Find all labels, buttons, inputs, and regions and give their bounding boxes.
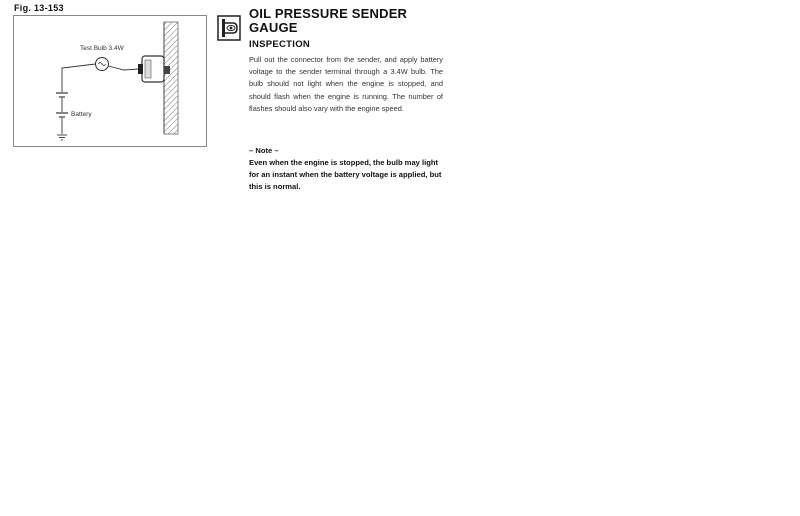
note-text: Even when the engine is stopped, the bulb may light for an instant when the battery voltage is applied, but this is normal. xyxy=(249,158,442,191)
section-title-line2: GAUGE xyxy=(249,20,298,35)
wire-battery-to-bulb xyxy=(62,64,96,92)
note-heading: – Note – xyxy=(249,146,279,155)
ground-symbol xyxy=(57,135,67,140)
wiring-diagram xyxy=(13,15,207,147)
battery-symbol xyxy=(56,93,68,134)
battery-label: Battery xyxy=(71,111,92,118)
wire-bulb-to-sender xyxy=(109,66,139,70)
section-title xyxy=(249,7,449,35)
figure-number: Fig. 13-153 xyxy=(14,3,64,13)
section-title-line1: OIL PRESSURE SENDER xyxy=(249,6,408,21)
engine-block xyxy=(164,22,178,134)
inspection-instructions: Pull out the connector from the sender, and apply battery voltage to the sender terminal through a 3.4W bulb. The bulb should not light when the engine is stopped, and should flash when the engine is running. The number of flashes should also vary with the engine speed. xyxy=(249,55,443,113)
inspection-eye-icon xyxy=(217,15,241,41)
test-bulb xyxy=(96,58,109,71)
test-bulb-label: Test Bulb 3.4W xyxy=(80,45,124,52)
section-subtitle: INSPECTION xyxy=(249,39,311,50)
diagram-svg xyxy=(14,16,208,148)
